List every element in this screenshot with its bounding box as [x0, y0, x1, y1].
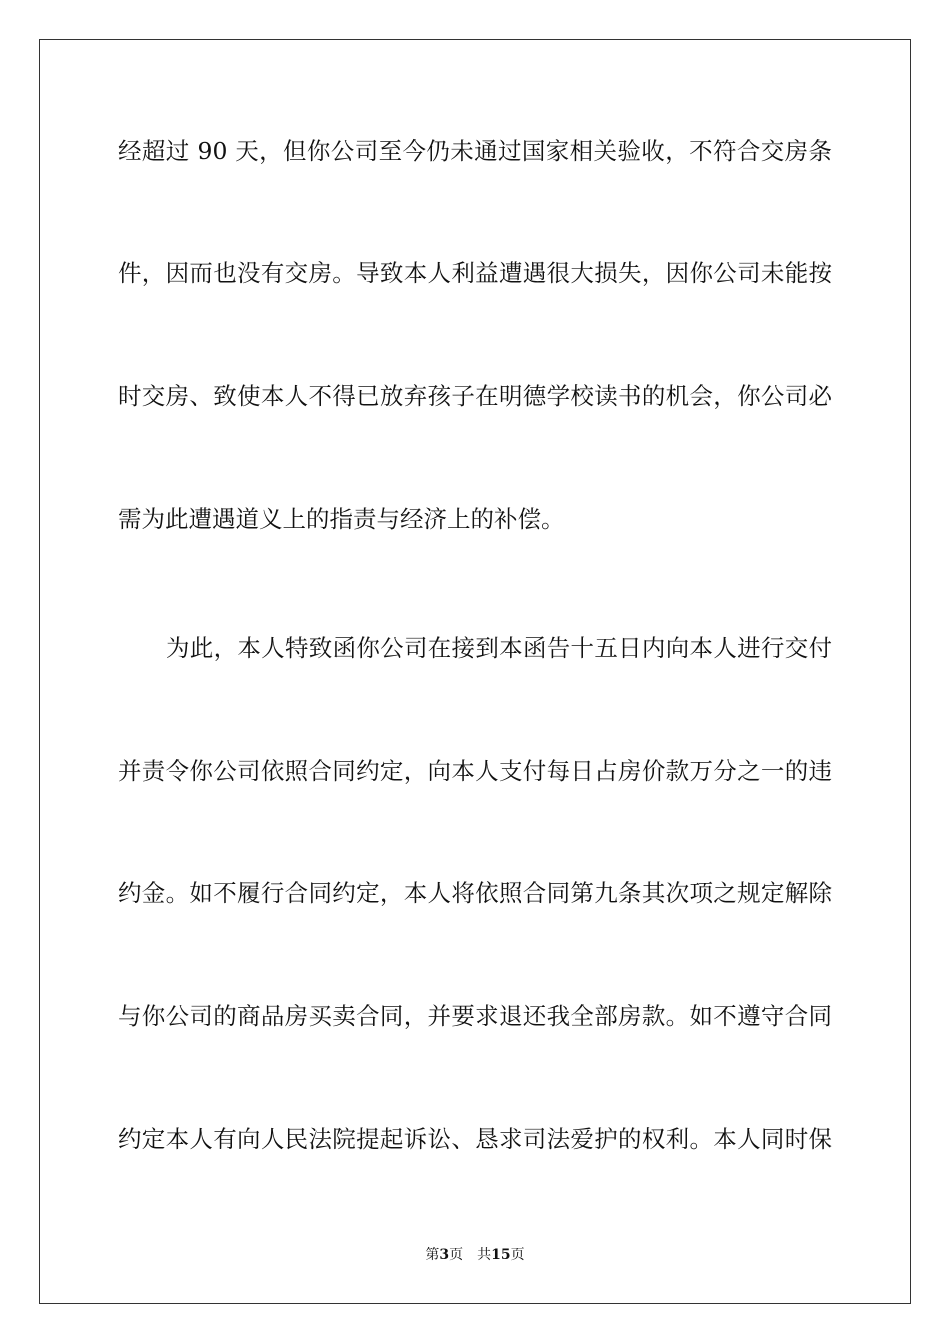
- page-number: 3: [439, 1247, 450, 1263]
- page-border: [39, 39, 911, 1304]
- total-prefix: 共: [477, 1247, 492, 1263]
- page-prefix: 第: [425, 1247, 440, 1263]
- total-suffix: 页: [510, 1247, 525, 1263]
- text-line: 约金。如不履行合同约定，本人将依照合同第九条其次项之规定解除: [118, 879, 832, 907]
- page-suffix: 页: [449, 1247, 464, 1263]
- text-line: 时交房、致使本人不得已放弃孩子在明德学校读书的机会，你公司必: [118, 382, 832, 410]
- text-line: 件，因而也没有交房。导致本人利益遭遇很大损失，因你公司未能按: [118, 259, 832, 287]
- page-footer: [0, 1246, 950, 1264]
- text-line: 并责令你公司依照合同约定，向本人支付每日占房价款万分之一的违: [118, 757, 832, 785]
- text-line-indented: 为此，本人特致函你公司在接到本函告十五日内向本人进行交付: [166, 634, 832, 662]
- text-line: 需为此遭遇道义上的指责与经济上的补偿。: [118, 505, 565, 533]
- text-line: 约定本人有向人民法院提起诉讼、恳求司法爱护的权利。本人同时保: [118, 1125, 832, 1153]
- text-line: 经超过 90 天，但你公司至今仍未通过国家相关验收，不符合交房条: [118, 137, 832, 165]
- text-line: 与你公司的商品房买卖合同，并要求退还我全部房款。如不遵守合同: [118, 1002, 832, 1030]
- total-pages: 15: [491, 1247, 511, 1263]
